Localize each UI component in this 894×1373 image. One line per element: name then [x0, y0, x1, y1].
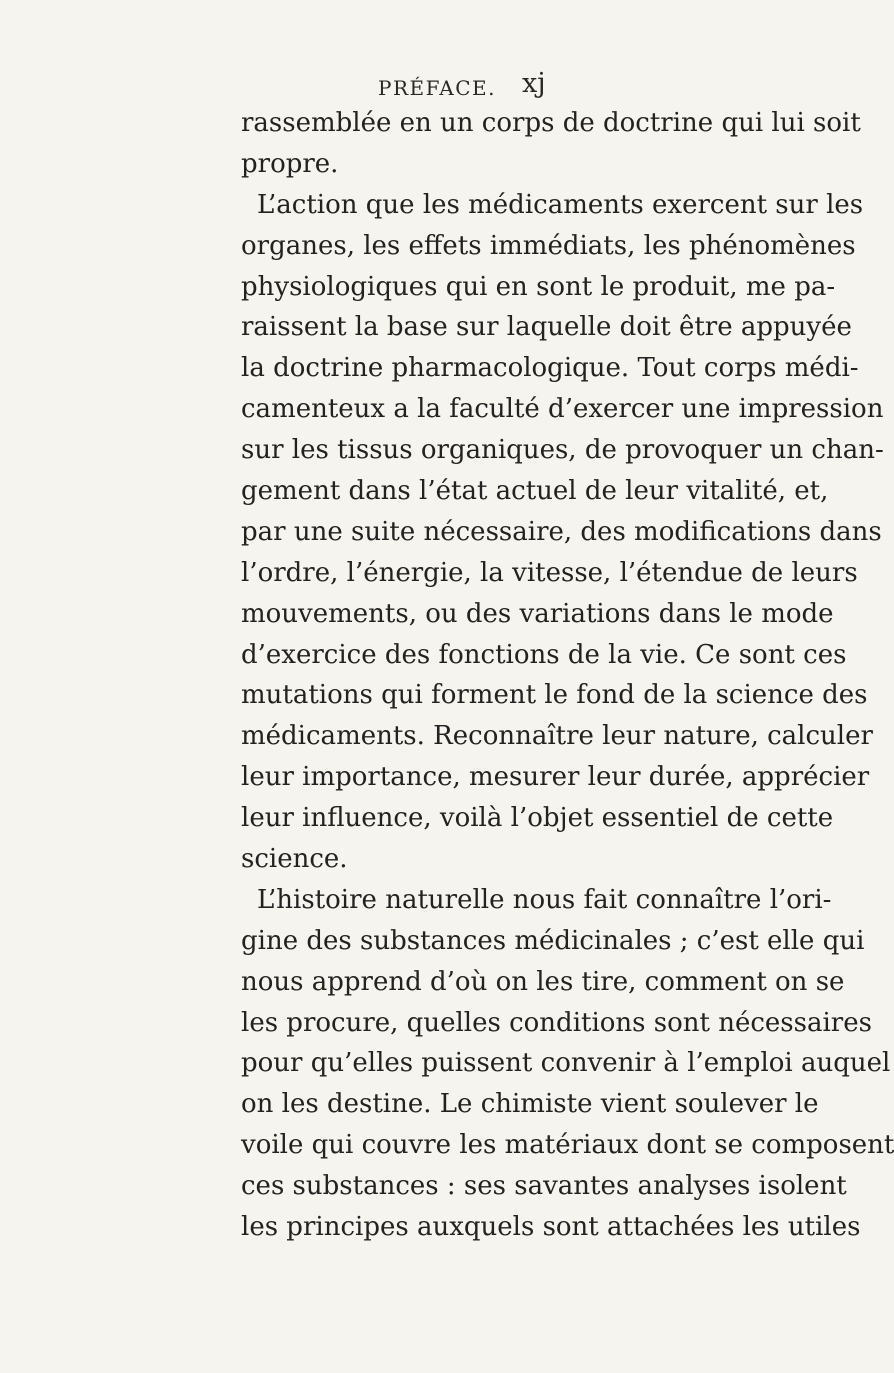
text-line: d’exercice des fonctions de la vie. Ce sont ces: [241, 639, 847, 670]
text-line: on les destine. Le chimiste vient soulever le: [241, 1089, 819, 1120]
text-line: physiologiques qui en sont le produit, me pa-: [241, 271, 836, 302]
page-number: xj: [522, 68, 546, 99]
text-line: mouvements, ou des variations dans le mode: [241, 598, 834, 629]
text-line: L’histoire naturelle nous fait connaître l’ori-: [257, 884, 832, 915]
text-line: science.: [241, 844, 348, 875]
text-line: leur influence, voilà l’objet essentiel de cette: [241, 803, 834, 834]
running-title: PRÉFACE.: [378, 76, 496, 100]
running-head: [0, 68, 800, 102]
text-line: propre.: [241, 148, 339, 179]
text-line: les procure, quelles conditions sont nécessaires: [241, 1007, 872, 1038]
text-line: gement dans l’état actuel de leur vitalité, et,: [241, 476, 829, 507]
text-line: ces substances : ses savantes analyses isolent: [241, 1171, 847, 1202]
text-line: l’ordre, l’énergie, la vitesse, l’étendue de leurs: [241, 557, 858, 588]
text-line: mutations qui forment le fond de la science des: [241, 680, 868, 711]
text-line: par une suite nécessaire, des modifications dans: [241, 516, 882, 547]
text-line: L’action que les médicaments exercent sur les: [257, 189, 864, 220]
body-text: [241, 103, 894, 1248]
text-line: sur les tissus organiques, de provoquer un chan-: [241, 435, 884, 466]
text-line: médicaments. Reconnaître leur nature, calculer: [241, 721, 873, 752]
text-line: raissent la base sur laquelle doit être appuyée: [241, 312, 852, 343]
text-line: camenteux a la faculté d’exercer une impression: [241, 394, 884, 425]
text-line: les principes auxquels sont attachées les utiles: [241, 1212, 861, 1243]
text-line: gine des substances médicinales ; c’est elle qui: [241, 925, 865, 956]
text-line: leur importance, mesurer leur durée, apprécier: [241, 762, 870, 793]
text-line: nous apprend d’où on les tire, comment on se: [241, 966, 845, 997]
text-line: organes, les effets immédiats, les phénomènes: [241, 230, 856, 261]
text-line: pour qu’elles puissent convenir à l’emploi auquel: [241, 1048, 891, 1079]
text-line: voile qui couvre les matériaux dont se composent: [241, 1130, 894, 1161]
text-line: rassemblée en un corps de doctrine qui lui soit: [241, 108, 861, 138]
text-line: la doctrine pharmacologique. Tout corps médi-: [241, 353, 859, 384]
